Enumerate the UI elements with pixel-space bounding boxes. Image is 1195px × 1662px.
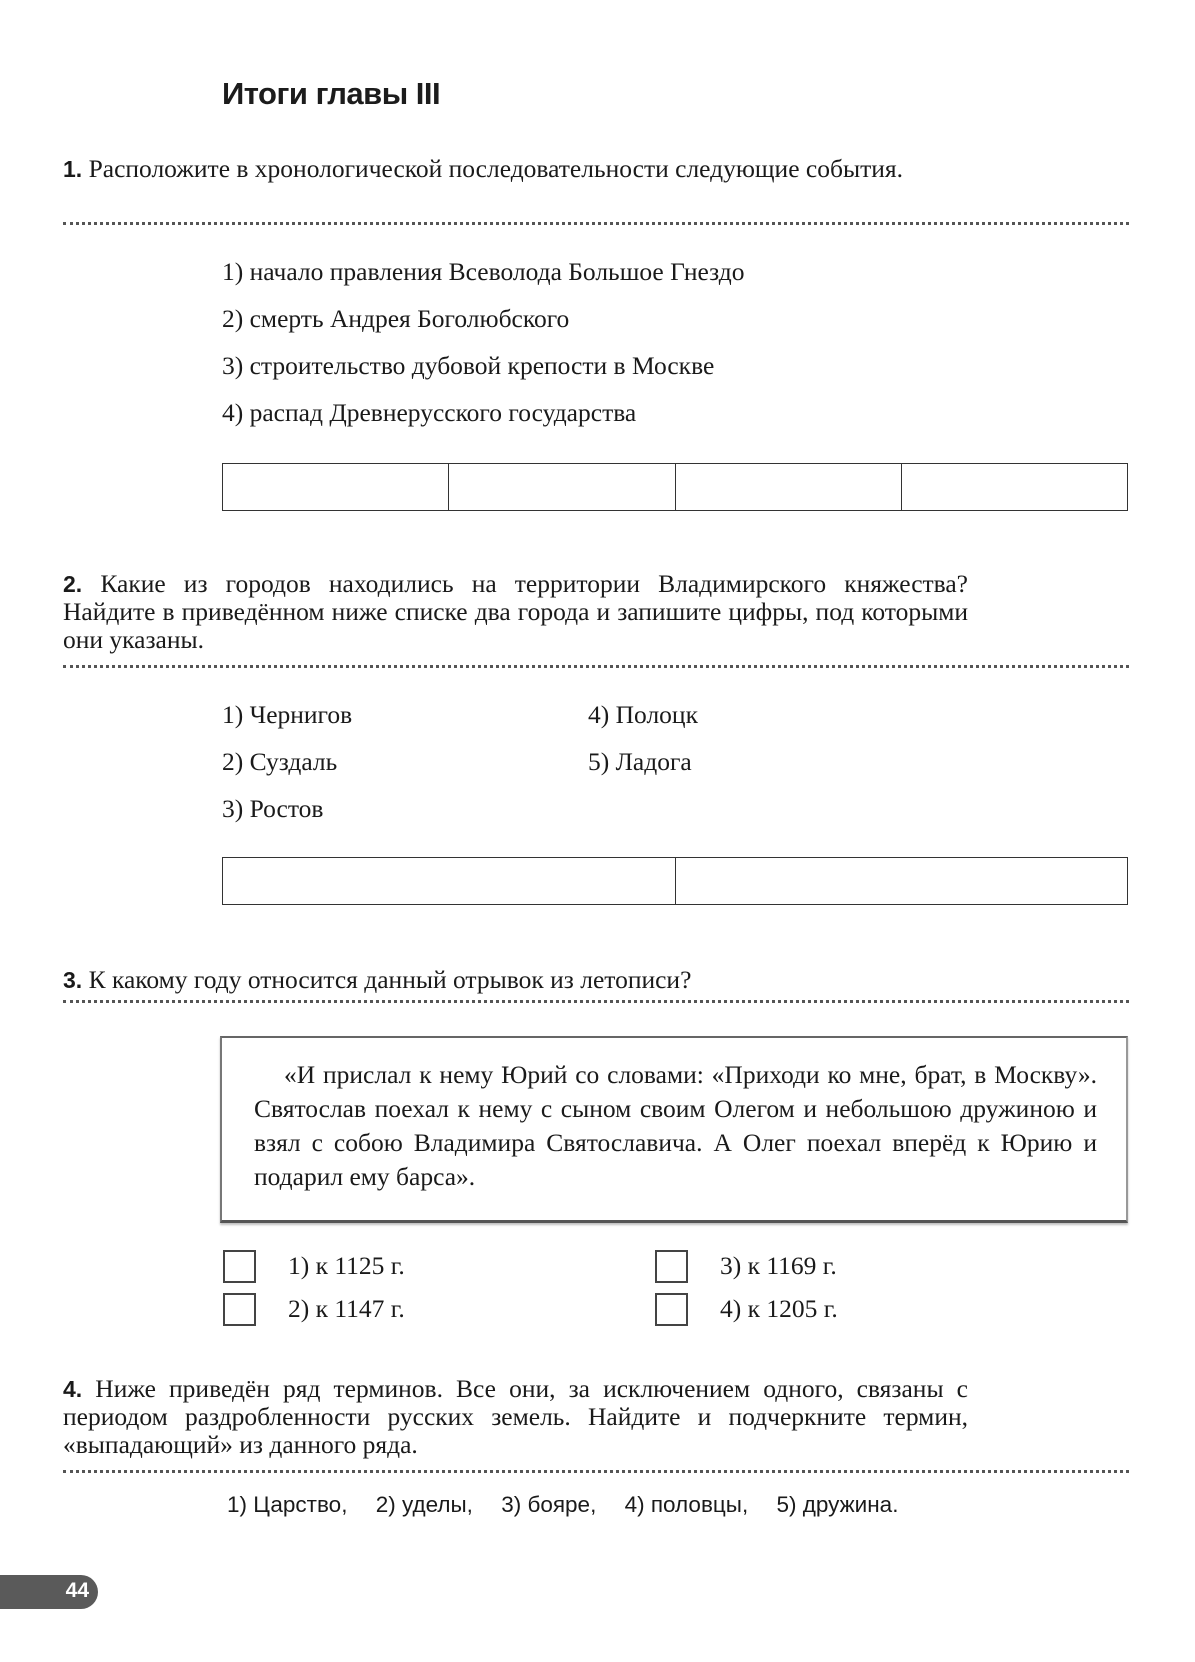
option-label: 4) к 1205 г. bbox=[720, 1294, 838, 1323]
question-3 bbox=[63, 966, 968, 994]
question-2 bbox=[63, 570, 968, 654]
answer-cell[interactable] bbox=[223, 464, 449, 510]
question-1 bbox=[63, 155, 968, 183]
dotted-divider bbox=[63, 1470, 1129, 1473]
list-item: 3) Ростов bbox=[222, 794, 324, 823]
option-label: 1) к 1125 г. bbox=[288, 1251, 405, 1280]
question-number: 1. bbox=[63, 156, 83, 182]
list-item: 4) распад Древнерусского государства bbox=[222, 398, 637, 427]
dotted-divider bbox=[63, 665, 1129, 668]
list-item: 5) Ладога bbox=[588, 747, 692, 776]
page-number: 44 bbox=[65, 1579, 89, 1602]
list-item: 1) начало правления Всеволода Большое Гнездо bbox=[222, 257, 745, 286]
question-text: К какому году относится данный отрывок из летописи? bbox=[88, 965, 692, 994]
answer-cell[interactable] bbox=[902, 464, 1127, 510]
answer-grid-q1 bbox=[222, 463, 1128, 511]
list-item: 2) Суздаль bbox=[222, 747, 338, 776]
list-item: 4) Полоцк bbox=[588, 700, 698, 729]
question-number: 3. bbox=[63, 967, 83, 993]
option-label: 2) к 1147 г. bbox=[288, 1294, 405, 1323]
term-item[interactable]: 5) дружина. bbox=[776, 1492, 899, 1517]
answer-cell[interactable] bbox=[223, 858, 676, 904]
question-text: Расположите в хронологической последовательности следующие события. bbox=[88, 154, 903, 183]
chronicle-quote: «И прислал к нему Юрий со словами: «Приходи ко мне, брат, в Москву». Святослав поехал к нему с сыном своим Олегом и небольшою дружиною и взял с собою Владимира Святославича. А Олег поехал вперёд к Юрию и подарил ему барса». bbox=[254, 1060, 1097, 1191]
term-item[interactable]: 1) Царство, bbox=[227, 1492, 348, 1517]
term-item[interactable]: 2) уделы, bbox=[375, 1492, 473, 1517]
option-checkbox[interactable] bbox=[223, 1250, 256, 1283]
option-checkbox[interactable] bbox=[223, 1293, 256, 1326]
list-item: 2) смерть Андрея Боголюбского bbox=[222, 304, 570, 333]
list-item: 3) строительство дубовой крепости в Москве bbox=[222, 351, 715, 380]
answer-cell[interactable] bbox=[676, 858, 1128, 904]
option-checkbox[interactable] bbox=[655, 1293, 688, 1326]
option-checkbox[interactable] bbox=[655, 1250, 688, 1283]
terms-list bbox=[227, 1492, 920, 1518]
dotted-divider bbox=[63, 222, 1129, 225]
question-4 bbox=[63, 1375, 968, 1459]
term-item[interactable]: 4) половцы, bbox=[624, 1492, 749, 1517]
term-item[interactable]: 3) бояре, bbox=[501, 1492, 597, 1517]
page-number-badge bbox=[0, 1575, 98, 1609]
answer-cell[interactable] bbox=[449, 464, 675, 510]
answer-cell[interactable] bbox=[676, 464, 902, 510]
dotted-divider bbox=[63, 1000, 1129, 1003]
option-label: 3) к 1169 г. bbox=[720, 1251, 837, 1280]
question-number: 4. bbox=[63, 1376, 83, 1402]
question-text: Какие из городов находились на территории Владимирского княжества? Найдите в приведённом ниже списке два города и запишите цифры, под которыми они указаны. bbox=[63, 569, 968, 654]
question-number: 2. bbox=[63, 571, 83, 597]
page-title: Итоги главы III bbox=[222, 76, 441, 111]
chronicle-quote-box bbox=[220, 1036, 1128, 1223]
list-item: 1) Чернигов bbox=[222, 700, 353, 729]
answer-grid-q2 bbox=[222, 857, 1128, 905]
question-text: Ниже приведён ряд терминов. Все они, за исключением одного, связаны с периодом раздробленности русских земель. Найдите и подчеркните термин, «выпадающий» из данного ряда. bbox=[63, 1374, 968, 1459]
